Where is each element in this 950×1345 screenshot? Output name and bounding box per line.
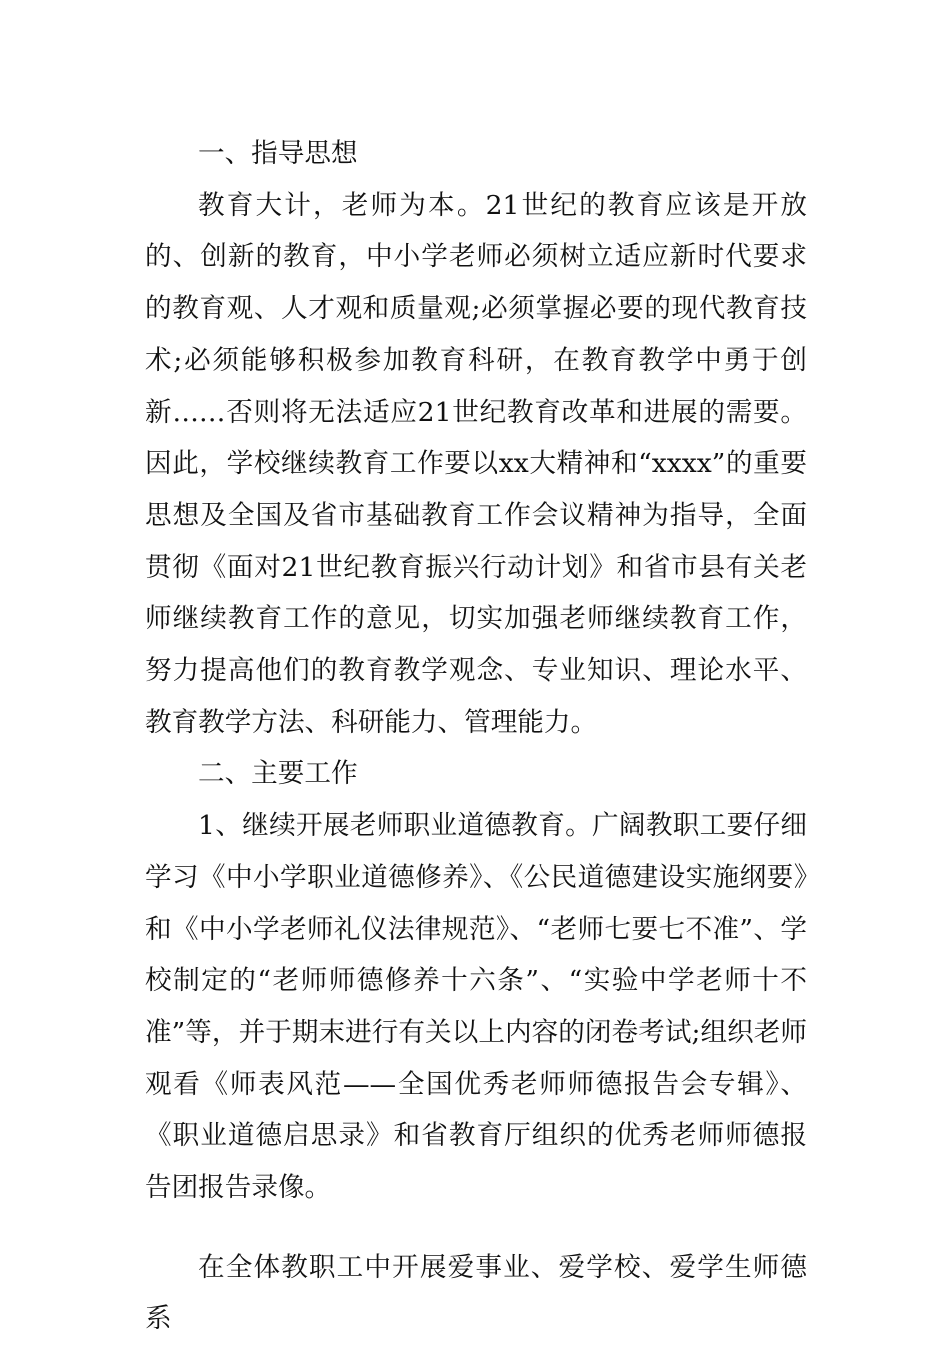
section-main-work [145, 748, 807, 1345]
paragraph: 教育大计，老师为本。21世纪的教育应该是开放的、创新的教育，中小学老师必须树立适应新时代要求的教育观、人才观和质量观;必须掌握必要的现代教育技术;必须能够积极参加教育科研，在教育教学中勇于创新……否则将无法适应21世纪教育改革和进展的需要。因此，学校继续教育工作要以xx大精神和“xxxx”的重要思想及全国及省市基础教育工作会议精神为指导，全面贯彻《面对21世纪教育振兴行动计划》和省市县有关老师继续教育工作的意见，切实加强老师继续教育工作，努力提高他们的教育教学观念、专业知识、理论水平、教育教学方法、科研能力、管理能力。 [145, 189, 807, 738]
paragraph: 在全体教职工中开展爱事业、爱学校、爱学生师德系 [145, 1251, 807, 1335]
section-guiding-ideology [145, 128, 807, 748]
paragraph-spacer [145, 1214, 807, 1242]
document-page [145, 128, 807, 1345]
section-heading: 一、指导思想 [198, 138, 358, 169]
paragraph: 1、继续开展老师职业道德教育。广阔教职工要仔细学习《中小学职业道德修养》、《公民道德建设实施纲要》和《中小学老师礼仪法律规范》、“老师七要七不准”、学校制定的“老师师德修养十六条”、“实验中学老师十不准”等，并于期末进行有关以上内容的闭卷考试;组织老师观看《师表风范——全国优秀老师师德报告会专辑》、《职业道德启思录》和省教育厅组织的优秀老师师德报告团报告录像。 [145, 810, 807, 1204]
section-heading: 二、主要工作 [198, 758, 358, 790]
